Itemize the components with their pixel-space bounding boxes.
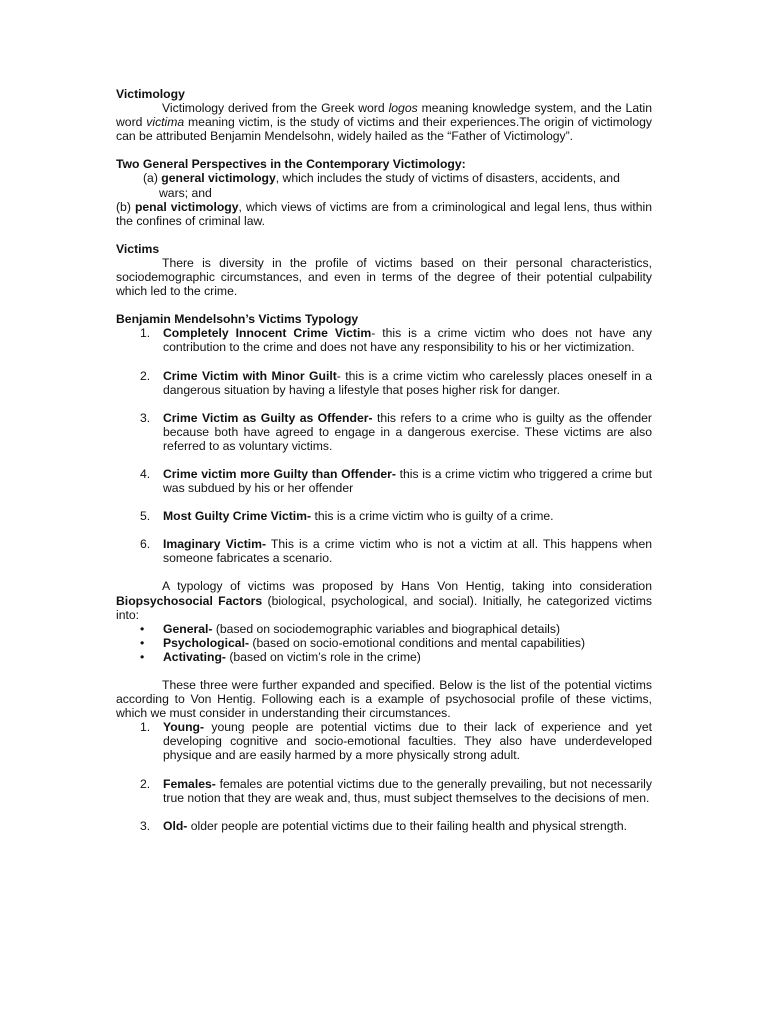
- text-run: (a): [143, 171, 162, 186]
- bullet-text: (based on victim’s role in the crime): [225, 649, 421, 664]
- bullet-text: (based on sociodemographic variables and biographical details): [212, 621, 561, 636]
- italic-term: logos: [388, 101, 418, 116]
- list-item-term: Young-: [163, 720, 205, 735]
- victimology-heading: Victimology: [116, 87, 185, 101]
- list-item-text: - this is a crime victim who does not have any contribution to the crime and does not have any responsibility to his or her victimization.: [163, 326, 653, 355]
- bold-term: general victimology: [161, 171, 276, 186]
- list-item-term: Most Guilty Crime Victim-: [163, 509, 312, 524]
- list-number: 1.: [140, 326, 151, 341]
- bullet-item: [116, 650, 652, 664]
- list-item: [116, 509, 652, 523]
- perspective-a-continuation: wars; and: [159, 185, 212, 200]
- von-hentig-paragraph: [116, 579, 652, 621]
- biopsychosocial-bullets: [116, 622, 652, 664]
- list-number: 4.: [140, 466, 151, 481]
- list-item-term: Crime victim more Guilty than Offender-: [163, 466, 396, 481]
- bullet-icon: •: [140, 621, 145, 636]
- list-item-term: Completely Innocent Crime Victim: [163, 326, 372, 341]
- victims-heading: Victims: [116, 241, 160, 256]
- text-run: , which includes the study of victims of disasters, accidents, and: [275, 171, 620, 186]
- bullet-text: (based on socio-emotional conditions and mental capabilities): [249, 635, 586, 650]
- list-item-text: this is a crime victim who is guilty of a crime.: [311, 509, 554, 524]
- list-item: [116, 326, 652, 354]
- list-item-text: This is a crime victim who is not a victim at all. This happens when someone fabricates a scenario.: [163, 537, 653, 566]
- bullet-icon: •: [140, 649, 145, 664]
- text-run: meaning knowledge system, and the Latin word: [116, 101, 652, 130]
- list-item-text: older people are potential victims due to their failing health and physical strength.: [187, 818, 628, 833]
- victims-paragraph: There is diversity in the profile of victims based on their personal characteristics, sociodemographic circumstances, and even in terms of the degree of their potential culpability which led to the crime.: [116, 255, 652, 299]
- list-item-text: - this is a crime victim who carelessly places oneself in a dangerous situation by having a lifestyle that poses higher risk for danger.: [163, 368, 652, 397]
- list-number: 3.: [140, 818, 151, 833]
- list-number: 2.: [140, 368, 151, 383]
- potential-victims-list: [116, 720, 652, 833]
- list-item: [116, 467, 652, 495]
- text-run: meaning victim, is the study of victims and their experiences.The origin of victimology can be attributed Benjamin Mendelsohn, widely hailed as the “Father of Victimology”.: [116, 115, 652, 144]
- bullet-item: [116, 622, 652, 636]
- mendelsohn-typology-heading: Benjamin Mendelsohn’s Victims Typology: [116, 312, 359, 327]
- bullet-item: [116, 636, 652, 650]
- list-item-term: Crime Victim with Minor Guilt: [163, 368, 337, 383]
- victimology-paragraph: [116, 101, 652, 143]
- perspective-b: [116, 200, 652, 228]
- list-item: [116, 777, 652, 805]
- list-item: [116, 819, 652, 833]
- bold-term: penal victimology: [134, 199, 239, 214]
- text-run: A typology of victims was proposed by Hans Von Hentig, taking into consideration: [162, 579, 652, 594]
- list-item: [116, 720, 652, 762]
- bullet-icon: •: [140, 635, 145, 650]
- italic-term: victima: [146, 115, 185, 130]
- list-item-term: Imaginary Victim-: [163, 537, 267, 552]
- list-item-text: this is a crime victim who triggered a crime but was subdued by his or her offender: [163, 466, 652, 496]
- mendelsohn-typology-list: [116, 326, 652, 565]
- perspectives-heading: Two General Perspectives in the Contemporary Victimology:: [116, 157, 466, 172]
- text-run: , which views of victims are from a criminological and legal lens, thus within the confines of criminal law.: [116, 199, 652, 228]
- text-run: Victimology derived from the Greek word: [162, 101, 389, 116]
- list-number: 2.: [140, 776, 151, 791]
- list-item-term: Crime Victim as Guilty as Offender-: [163, 410, 373, 425]
- perspective-a: [143, 171, 652, 199]
- bullet-term: Activating-: [163, 649, 226, 664]
- list-item-text: this refers to a crime who is guilty as the offender because both have agreed to engage in a dangerous exercise. These victims are also referred to as voluntary victims.: [163, 410, 652, 453]
- list-item-term: Old-: [163, 818, 188, 833]
- text-run: (b): [116, 199, 135, 214]
- list-number: 6.: [140, 537, 151, 552]
- perspective-a-line: [143, 171, 652, 185]
- list-item: [116, 369, 652, 397]
- list-number: 1.: [140, 720, 151, 735]
- list-item-text: young people are potential victims due to their lack of experience and yet developing cognitive and socio-emotional faculties. They also have underdeveloped physique and are easily harmed by a more physically strong adult.: [163, 720, 652, 763]
- bullet-term: Psychological-: [163, 635, 250, 650]
- potential-victims-paragraph: These three were further expanded and specified. Below is the list of the potential victims according to Von Hentig. Following each is a example of psychosocial profile of these victims, which we must consider in understanding their circumstances.: [116, 678, 652, 721]
- bullet-term: General-: [163, 621, 213, 636]
- list-item-term: Females-: [163, 776, 216, 791]
- list-number: 3.: [140, 410, 151, 425]
- list-number: 5.: [140, 509, 151, 524]
- bold-term: Biopsychosocial Factors: [116, 593, 263, 608]
- text-run: (biological, psychological, and social). Initially, he categorized victims into:: [116, 593, 653, 622]
- list-item: [116, 537, 652, 565]
- list-item: [116, 411, 652, 453]
- list-item-text: females are potential victims due to the generally prevailing, but not necessarily true notion that they are weak and, thus, must subject themselves to the decisions of men.: [163, 776, 652, 805]
